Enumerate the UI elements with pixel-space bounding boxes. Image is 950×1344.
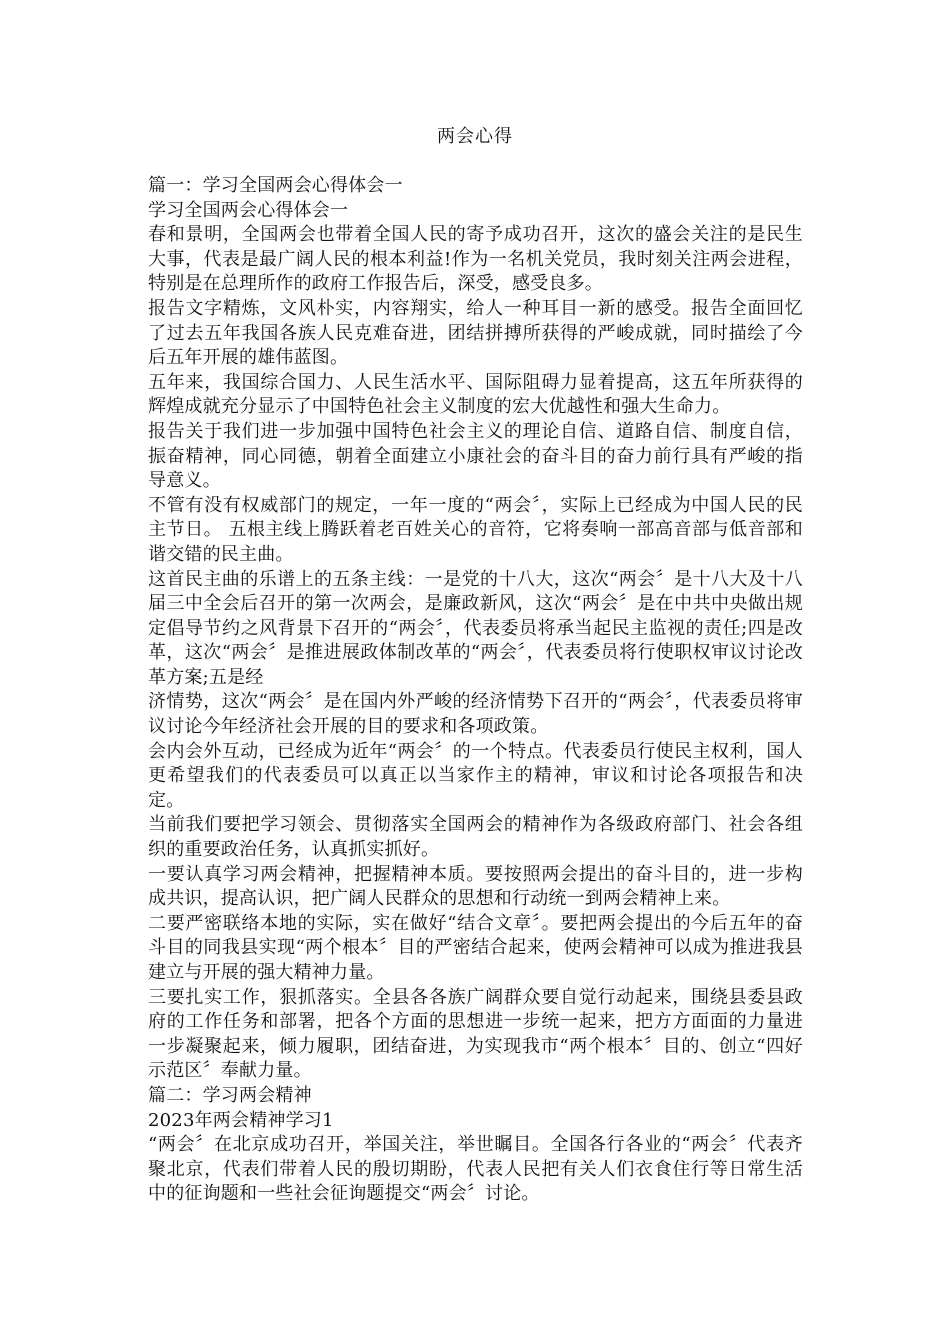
- paragraph: 二要严密联络本地的实际，实在做好“结合文章〞。要把两会提出的今后五年的奋斗目的同我县实现“两个根本〞目的严密结合起来，使两会精神可以成为推进我县建立与开展的强大精神力量。: [148, 912, 803, 983]
- paragraph: 不管有没有权威部门的规定，一年一度的“两会〞，实际上已经成为中国人民的民主节日。 五根主线上腾跃着老百姓关心的音符，它将奏响一部高音部与低音部和谐交错的民主曲。: [148, 494, 803, 565]
- paragraph-section-heading-2: 篇二：学习两会精神: [148, 1084, 312, 1106]
- paragraph: 三要扎实工作，狠抓落实。全县各各族广阔群众要自觉行动起来，围绕县委县政府的工作任务和部署，把各个方面的思想进一步统一起来，把方方面面的力量进一步凝聚起来，倾力履职，团结奋进，为实现我市“两个根本〞目的、创立“四好示范区〞奉献力量。: [148, 986, 803, 1082]
- paragraph: 当前我们要把学习领会、贯彻落实全国两会的精神作为各级政府部门、社会各组织的重要政治任务，认真抓实抓好。: [148, 814, 803, 861]
- document-body: [148, 174, 803, 1207]
- paragraph: 一要认真学习两会精神，把握精神本质。要按照两会提出的奋斗目的，进一步构成共识，提高认识，把广阔人民群众的思想和行动统一到两会精神上来。: [148, 863, 803, 910]
- paragraph: 报告关于我们进一步加强中国特色社会主义的理论自信、道路自信、制度自信，振奋精神，同心同德，朝着全面建立小康社会的奋斗目的奋力前行具有严峻的指导意义。: [148, 420, 803, 492]
- paragraph: 五年来，我国综合国力、人民生活水平、国际阻碍力显着提高，这五年所获得的辉煌成就充分显示了中国特色社会主义制度的宏大优越性和强大生命力。: [148, 371, 803, 418]
- paragraph-subheading-1: 学习全国两会心得体会一: [148, 199, 349, 221]
- paragraph: 报告文字精炼，文风朴实，内容翔实，给人一种耳目一新的感受。报告全面回忆了过去五年我国各族人民克难奋进，团结拼搏所获得的严峻成就，同时描绘了今后五年开展的雄伟蓝图。: [148, 297, 803, 369]
- paragraph: 这首民主曲的乐谱上的五条主线：一是党的十八大，这次“两会〞是十八大及十八届三中全会后召开的第一次两会，是廉政新风，这次“两会〞是在中共中央做出规定倡导节约之风背景下召开的“两会〞，代表委员将承当起民主监视的责任;四是改革，这次“两会〞是推进展政体制改革的“两会〞，代表委员将行使职权审议讨论改革方案;五是经: [148, 568, 803, 688]
- document-title: 两会心得: [437, 126, 513, 147]
- paragraph: 会内会外互动，已经成为近年“两会〞的一个特点。代表委员行使民主权利，国人更希望我们的代表委员可以真正以当家作主的精神，审议和讨论各项报告和决定。: [148, 740, 803, 811]
- paragraph: “两会〞在北京成功召开，举国关注，举世瞩目。全国各行各业的“两会〞代表齐聚北京，代表们带着人民的殷切期盼，代表人民把有关人们衣食住行等日常生活中的征询题和一些社会征询题提交“两会〞讨论。: [148, 1134, 803, 1205]
- paragraph-subheading-2: 2023年两会精神学习1: [148, 1109, 334, 1131]
- paragraph: 济情势，这次“两会〞是在国内外严峻的经济情势下召开的“两会〞，代表委员将审议讨论今年经济社会开展的目的要求和各项政策。: [148, 691, 803, 738]
- paragraph: 春和景明，全国两会也带着全国人民的寄予成功召开，这次的盛会关注的是民生大事，代表是最广阔人民的根本利益!作为一名机关党员，我时刻关注两会进程，特别是在总理所作的政府工作报告后，深受，感受良多。: [148, 224, 803, 295]
- paragraph-section-heading-1: 篇一：学习全国两会心得体会一: [148, 175, 403, 196]
